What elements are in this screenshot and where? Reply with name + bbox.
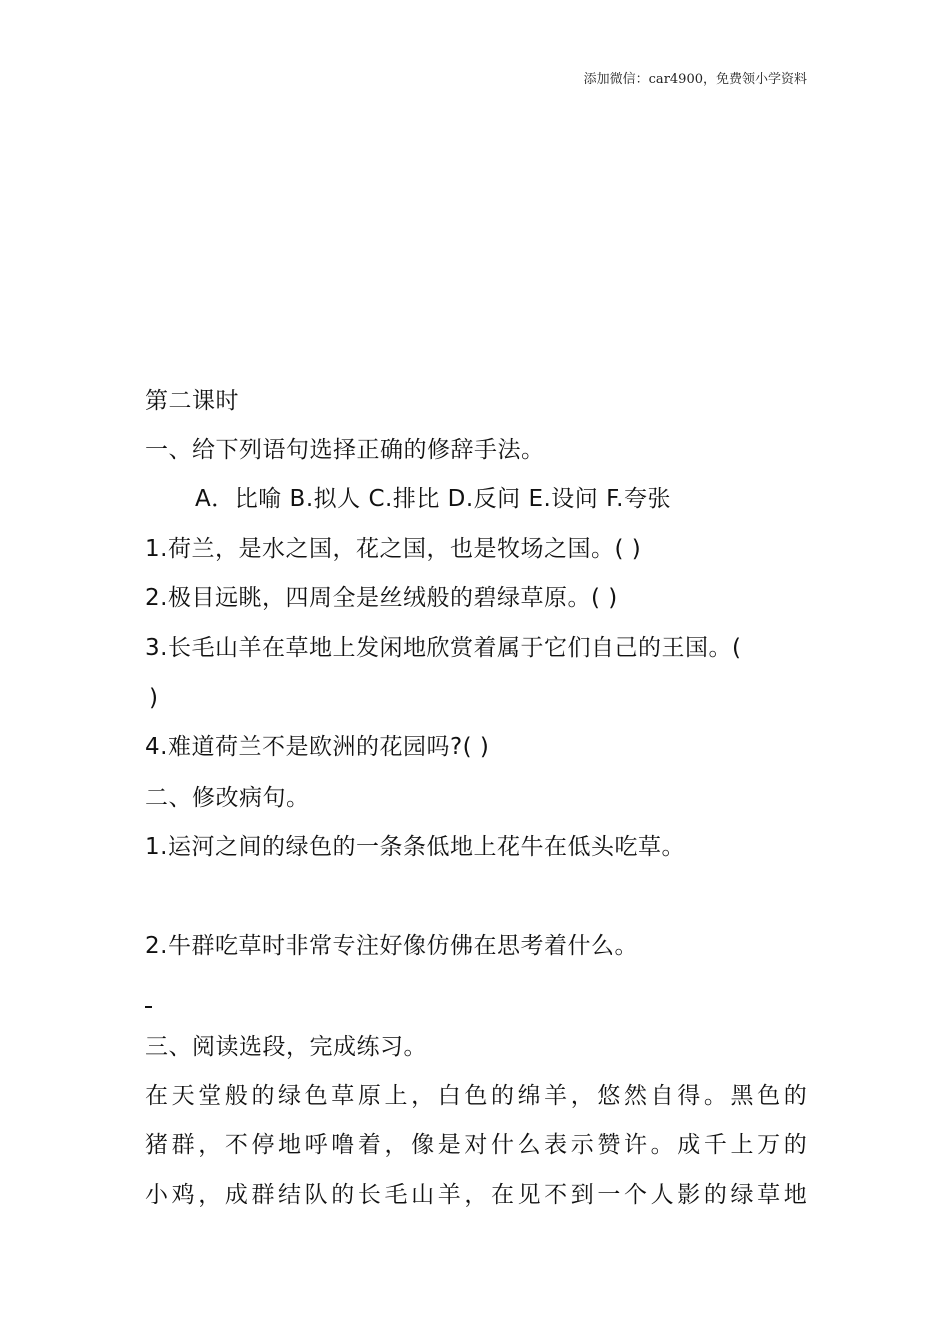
reading-paragraph-line-3: 小鸡，成群结队的长毛山羊，在见不到一个人影的绿草地 bbox=[145, 1182, 807, 1208]
answer-blank-mark bbox=[145, 1006, 152, 1008]
section1-question-2: 2.极目远眺，四周全是丝绒般的碧绿草原。( ) bbox=[145, 585, 618, 611]
section1-question-3: 3.长毛山羊在草地上发闲地欣赏着属于它们自己的王国。( bbox=[145, 635, 742, 661]
section3-title: 三、阅读选段，完成练习。 bbox=[145, 1034, 427, 1060]
section1-question-1: 1.荷兰，是水之国，花之国，也是牧场之国。( ) bbox=[145, 536, 642, 562]
section1-question-4: 4.难道荷兰不是欧洲的花园吗?( ) bbox=[145, 734, 490, 760]
section1-options: A．比喻 B.拟人 C.排比 D.反问 E.设问 F.夸张 bbox=[195, 486, 671, 512]
header-note: 添加微信：car4900，免费领小学资料 bbox=[583, 72, 807, 87]
section2-question-1: 1.运河之间的绿色的一条条低地上花牛在低头吃草。 bbox=[145, 834, 685, 860]
reading-paragraph-line-1: 在天堂般的绿色草原上，白色的绵羊，悠然自得。黑色的 bbox=[145, 1083, 807, 1109]
section1-question-3-continuation: ) bbox=[149, 685, 159, 711]
section2-question-2: 2.牛群吃草时非常专注好像仿佛在思考着什么。 bbox=[145, 933, 638, 959]
section1-title: 一、给下列语句选择正确的修辞手法。 bbox=[145, 437, 545, 463]
section2-title: 二、修改病句。 bbox=[145, 785, 310, 811]
reading-paragraph-line-2: 猪群，不停地呼噜着，像是对什么表示赞许。成千上万的 bbox=[145, 1132, 807, 1158]
lesson-title: 第二课时 bbox=[145, 388, 239, 414]
